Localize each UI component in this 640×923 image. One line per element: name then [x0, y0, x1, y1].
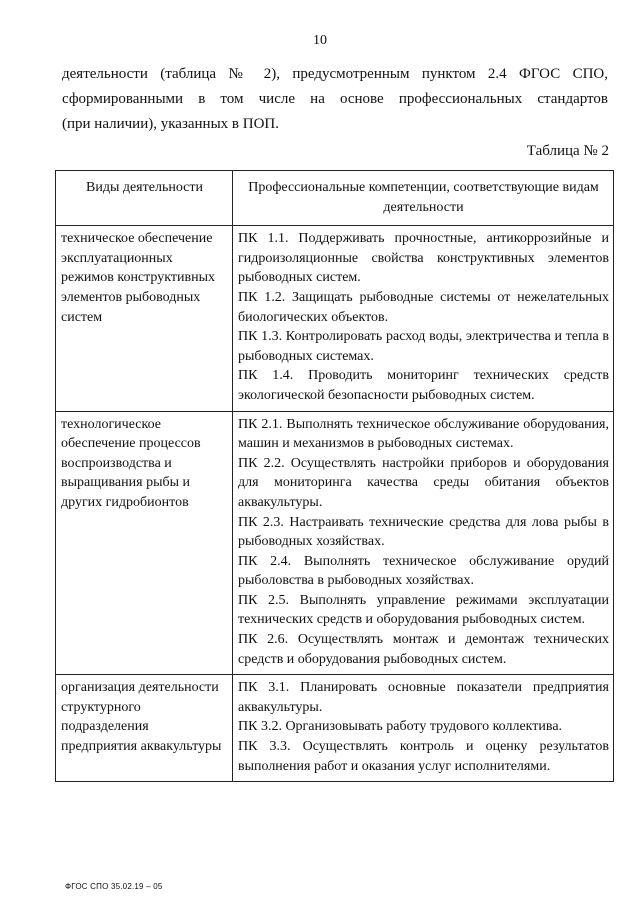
competency-item: ПК 2.1. Выполнять техническое обслуживание оборудования, машин и механизмов в рыбоводных системах.: [238, 416, 609, 452]
intro-line: сформированными в том числе на основе профессиональных стандартов: [62, 91, 608, 107]
competencies-cell: [233, 675, 614, 782]
intro-paragraph: [62, 62, 608, 137]
intro-line: (при наличии), указанных в ПОП.: [62, 116, 279, 132]
competency-item: ПК 2.4. Выполнять техническое обслуживание орудий рыболовства в рыбоводных хозяйствах.: [238, 553, 609, 589]
competencies-cell: [233, 226, 614, 411]
competencies-cell: [233, 411, 614, 675]
competency-item: ПК 1.3. Контролировать расход воды, электричества и тепла в рыбоводных системах.: [238, 329, 609, 364]
competency-item: ПК 3.1. Планировать основные показатели предприятия аквакультуры.: [238, 680, 609, 715]
competency-item: ПК 2.3. Настраивать технические средства для лова рыбы в рыбоводных хозяйствах.: [238, 514, 609, 550]
header-competencies: Профессиональные компетенции, соответствующие видам деятельности: [233, 171, 614, 226]
table-header-row: [56, 171, 614, 226]
competency-item: ПК 2.2. Осуществлять настройки приборов и оборудования для мониторинга качества среды обитания объектов аквакультуры.: [238, 455, 609, 510]
table-row: [56, 226, 614, 411]
competency-item: ПК 1.4. Проводить мониторинг технических средств экологической безопасности рыбоводных систем.: [238, 368, 609, 403]
intro-line: деятельности (таблица № 2), предусмотренным пунктом 2.4 ФГОС СПО,: [62, 66, 608, 82]
competency-item: ПК 3.3. Осуществлять контроль и оценку результатов выполнения работ и оказания услуг исполнителями.: [238, 739, 609, 774]
competencies-table: [55, 170, 614, 782]
activity-cell: организация деятельности структурного подразделения предприятия аквакультуры: [56, 675, 233, 782]
activity-cell: техническое обеспечение эксплуатационных режимов конструктивных элементов рыбоводных систем: [56, 226, 233, 411]
table-row: [56, 411, 614, 675]
competency-item: ПК 2.5. Выполнять управление режимами эксплуатации технических средств и оборудования рыбоводных систем.: [238, 592, 609, 628]
page-number: 10: [313, 33, 327, 48]
header-activity: Виды деятельности: [56, 171, 233, 226]
competency-item: ПК 3.2. Организовывать работу трудового коллектива.: [238, 719, 563, 735]
activity-cell: технологическое обеспечение процессов воспроизводства и выращивания рыбы и других гидробионтов: [56, 411, 233, 675]
document-footer: ФГОС СПО 35.02.19 – 05: [65, 882, 163, 891]
table-row: [56, 675, 614, 782]
table-caption: Таблица № 2: [526, 143, 609, 159]
competency-item: ПК 1.2. Защищать рыбоводные системы от нежелательных биологических объектов.: [238, 289, 609, 325]
competency-item: ПК 1.1. Поддерживать прочностные, антикоррозийные и гидроизоляционные свойства конструктивных элементов рыбоводных систем.: [238, 231, 609, 286]
competency-item: ПК 2.6. Осуществлять монтаж и демонтаж технических средств и оборудования рыбоводных систем.: [238, 632, 609, 667]
